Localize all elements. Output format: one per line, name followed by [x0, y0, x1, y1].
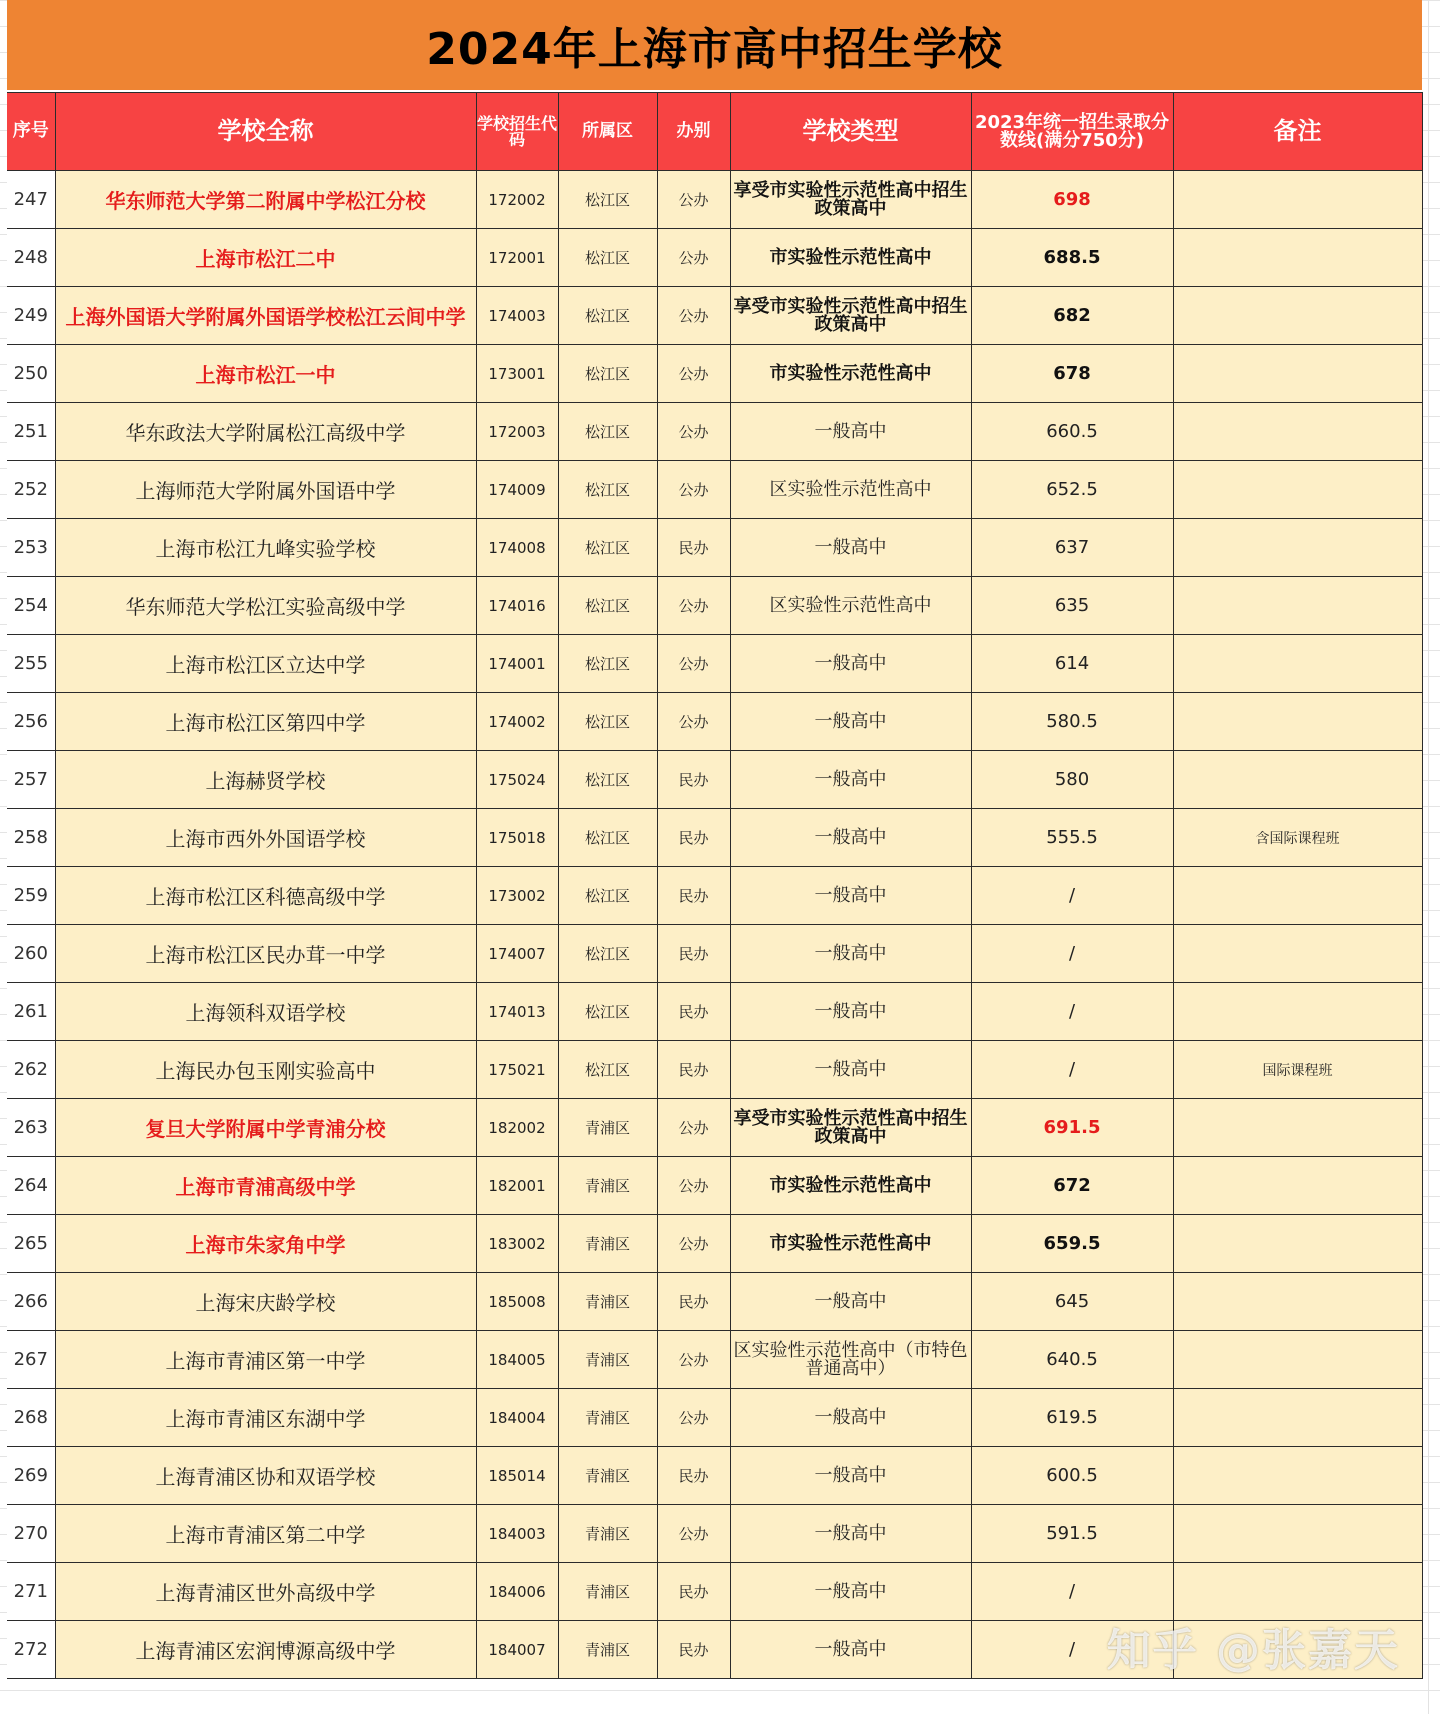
cell-seq[interactable]: 260 [7, 925, 55, 983]
cell-ownership[interactable]: 公办 [657, 403, 730, 461]
header-school-type[interactable]: 学校类型 [730, 93, 971, 171]
table-row [7, 751, 1422, 809]
cell-school-name[interactable]: 上海市青浦高级中学 [55, 1157, 476, 1215]
cell-note[interactable] [1173, 1099, 1422, 1157]
cell-district[interactable]: 青浦区 [558, 1563, 657, 1621]
cell-score[interactable]: 678 [971, 345, 1173, 403]
cell-score[interactable]: / [971, 1041, 1173, 1099]
table-row [7, 1331, 1422, 1389]
cell-note[interactable] [1173, 403, 1422, 461]
cell-note[interactable] [1173, 287, 1422, 345]
table-row [7, 1273, 1422, 1331]
cell-score[interactable]: 591.5 [971, 1505, 1173, 1563]
cell-ownership[interactable]: 民办 [657, 1563, 730, 1621]
cell-district[interactable]: 松江区 [558, 345, 657, 403]
table-row [7, 1563, 1422, 1621]
cell-code[interactable]: 175021 [476, 1041, 558, 1099]
cell-ownership[interactable]: 公办 [657, 1099, 730, 1157]
cell-school-type[interactable]: 一般高中 [730, 809, 971, 867]
school-table [7, 92, 1423, 1679]
cell-score[interactable]: 682 [971, 287, 1173, 345]
table-row [7, 635, 1422, 693]
cell-school-name[interactable]: 上海市松江区民办茸一中学 [55, 925, 476, 983]
cell-code[interactable]: 174007 [476, 925, 558, 983]
cell-ownership[interactable]: 公办 [657, 635, 730, 693]
cell-school-type[interactable]: 区实验性示范性高中 [730, 461, 971, 519]
table-row [7, 1157, 1422, 1215]
cell-code[interactable]: 173002 [476, 867, 558, 925]
cell-district[interactable]: 松江区 [558, 867, 657, 925]
cell-district[interactable]: 松江区 [558, 635, 657, 693]
header-note[interactable]: 备注 [1173, 93, 1422, 171]
cell-seq[interactable]: 248 [7, 229, 55, 287]
cell-school-type[interactable]: 市实验性示范性高中 [730, 1215, 971, 1273]
cell-score[interactable]: 660.5 [971, 403, 1173, 461]
cell-district[interactable]: 松江区 [558, 925, 657, 983]
cell-note[interactable] [1173, 983, 1422, 1041]
cell-code[interactable]: 174013 [476, 983, 558, 1041]
cell-score[interactable]: / [971, 925, 1173, 983]
cell-school-name[interactable]: 上海青浦区协和双语学校 [55, 1447, 476, 1505]
cell-note[interactable] [1173, 1273, 1422, 1331]
cell-seq[interactable]: 255 [7, 635, 55, 693]
cell-score[interactable]: / [971, 1621, 1173, 1679]
cell-school-type[interactable]: 一般高中 [730, 1041, 971, 1099]
cell-school-name[interactable]: 上海市松江区科德高级中学 [55, 867, 476, 925]
cell-district[interactable]: 青浦区 [558, 1157, 657, 1215]
cell-score[interactable]: / [971, 867, 1173, 925]
cell-district[interactable]: 青浦区 [558, 1099, 657, 1157]
table-row [7, 287, 1422, 345]
cell-score[interactable]: 635 [971, 577, 1173, 635]
cell-school-type[interactable]: 市实验性示范性高中 [730, 1157, 971, 1215]
table-row [7, 983, 1422, 1041]
cell-code[interactable]: 174001 [476, 635, 558, 693]
cell-ownership[interactable]: 民办 [657, 867, 730, 925]
cell-seq[interactable]: 253 [7, 519, 55, 577]
cell-seq[interactable]: 249 [7, 287, 55, 345]
cell-district[interactable]: 青浦区 [558, 1331, 657, 1389]
cell-district[interactable]: 青浦区 [558, 1621, 657, 1679]
cell-school-type[interactable]: 一般高中 [730, 1447, 971, 1505]
table-row [7, 403, 1422, 461]
cell-school-name[interactable]: 上海宋庆龄学校 [55, 1273, 476, 1331]
cell-district[interactable]: 松江区 [558, 1041, 657, 1099]
cell-school-name[interactable]: 上海市松江二中 [55, 229, 476, 287]
cell-code[interactable]: 182002 [476, 1099, 558, 1157]
table-row [7, 1041, 1422, 1099]
cell-ownership[interactable]: 公办 [657, 287, 730, 345]
cell-seq[interactable]: 257 [7, 751, 55, 809]
cell-code[interactable]: 173001 [476, 345, 558, 403]
cell-seq[interactable]: 247 [7, 171, 55, 229]
cell-seq[interactable]: 269 [7, 1447, 55, 1505]
cell-code[interactable]: 174003 [476, 287, 558, 345]
cell-note[interactable] [1173, 1331, 1422, 1389]
cell-seq[interactable]: 267 [7, 1331, 55, 1389]
cell-school-type[interactable]: 区实验性示范性高中（市特色普通高中） [730, 1331, 971, 1389]
table-row [7, 867, 1422, 925]
cell-school-name[interactable]: 上海市松江区立达中学 [55, 635, 476, 693]
cell-seq[interactable]: 252 [7, 461, 55, 519]
cell-district[interactable]: 松江区 [558, 809, 657, 867]
cell-school-name[interactable]: 上海市西外外国语学校 [55, 809, 476, 867]
cell-school-type[interactable]: 一般高中 [730, 867, 971, 925]
cell-seq[interactable]: 272 [7, 1621, 55, 1679]
header-code[interactable]: 学校招生代码 [476, 93, 558, 171]
cell-ownership[interactable]: 民办 [657, 925, 730, 983]
cell-ownership[interactable]: 公办 [657, 229, 730, 287]
cell-seq[interactable]: 270 [7, 1505, 55, 1563]
cell-code[interactable]: 174009 [476, 461, 558, 519]
cell-school-type[interactable]: 享受市实验性示范性高中招生政策高中 [730, 1099, 971, 1157]
cell-district[interactable]: 松江区 [558, 983, 657, 1041]
cell-score[interactable]: 640.5 [971, 1331, 1173, 1389]
cell-school-name[interactable]: 上海青浦区宏润博源高级中学 [55, 1621, 476, 1679]
cell-ownership[interactable]: 民办 [657, 809, 730, 867]
table-row [7, 925, 1422, 983]
cell-school-name[interactable]: 华东政法大学附属松江高级中学 [55, 403, 476, 461]
table-row [7, 171, 1422, 229]
cell-school-type[interactable]: 市实验性示范性高中 [730, 229, 971, 287]
cell-seq[interactable]: 251 [7, 403, 55, 461]
cell-score[interactable]: 688.5 [971, 229, 1173, 287]
cell-district[interactable]: 松江区 [558, 577, 657, 635]
cell-code[interactable]: 184005 [476, 1331, 558, 1389]
cell-score[interactable]: 698 [971, 171, 1173, 229]
cell-note[interactable] [1173, 577, 1422, 635]
cell-code[interactable]: 175018 [476, 809, 558, 867]
cell-ownership[interactable]: 民办 [657, 1273, 730, 1331]
cell-school-name[interactable]: 上海领科双语学校 [55, 983, 476, 1041]
cell-school-name[interactable]: 上海外国语大学附属外国语学校松江云间中学 [55, 287, 476, 345]
cell-seq[interactable]: 261 [7, 983, 55, 1041]
cell-note[interactable] [1173, 1157, 1422, 1215]
cell-seq[interactable]: 259 [7, 867, 55, 925]
header-seq[interactable]: 序号 [7, 93, 55, 171]
cell-school-type[interactable]: 一般高中 [730, 1389, 971, 1447]
cell-code[interactable]: 172002 [476, 171, 558, 229]
cell-code[interactable]: 182001 [476, 1157, 558, 1215]
header-name[interactable]: 学校全称 [55, 93, 476, 171]
cell-seq[interactable]: 265 [7, 1215, 55, 1273]
table-row [7, 577, 1422, 635]
cell-score[interactable]: 555.5 [971, 809, 1173, 867]
cell-school-type[interactable]: 市实验性示范性高中 [730, 345, 971, 403]
cell-school-type[interactable]: 一般高中 [730, 925, 971, 983]
cell-seq[interactable]: 256 [7, 693, 55, 751]
cell-code[interactable]: 185014 [476, 1447, 558, 1505]
cell-ownership[interactable]: 民办 [657, 1621, 730, 1679]
cell-seq[interactable]: 268 [7, 1389, 55, 1447]
cell-ownership[interactable]: 公办 [657, 345, 730, 403]
cell-school-name[interactable]: 上海市松江区第四中学 [55, 693, 476, 751]
cell-school-type[interactable]: 一般高中 [730, 751, 971, 809]
cell-score[interactable]: 614 [971, 635, 1173, 693]
cell-score[interactable]: 600.5 [971, 1447, 1173, 1505]
cell-district[interactable]: 青浦区 [558, 1447, 657, 1505]
cell-ownership[interactable]: 民办 [657, 1447, 730, 1505]
cell-seq[interactable]: 264 [7, 1157, 55, 1215]
cell-ownership[interactable]: 民办 [657, 1041, 730, 1099]
cell-district[interactable]: 青浦区 [558, 1389, 657, 1447]
cell-school-name[interactable]: 华东师范大学松江实验高级中学 [55, 577, 476, 635]
cell-school-name[interactable]: 华东师范大学第二附属中学松江分校 [55, 171, 476, 229]
cell-note[interactable] [1173, 1389, 1422, 1447]
table-row [7, 693, 1422, 751]
cell-district[interactable]: 松江区 [558, 229, 657, 287]
cell-district[interactable]: 松江区 [558, 171, 657, 229]
cell-ownership[interactable]: 民办 [657, 519, 730, 577]
cell-ownership[interactable]: 公办 [657, 577, 730, 635]
cell-school-type[interactable]: 一般高中 [730, 1505, 971, 1563]
cell-school-type[interactable]: 区实验性示范性高中 [730, 577, 971, 635]
header-row [7, 93, 1422, 171]
cell-code[interactable]: 184003 [476, 1505, 558, 1563]
cell-code[interactable]: 172001 [476, 229, 558, 287]
cell-score[interactable]: 619.5 [971, 1389, 1173, 1447]
header-type[interactable]: 办别 [657, 93, 730, 171]
cell-ownership[interactable]: 公办 [657, 1215, 730, 1273]
cell-code[interactable]: 184004 [476, 1389, 558, 1447]
cell-score[interactable]: 580 [971, 751, 1173, 809]
cell-note[interactable] [1173, 635, 1422, 693]
header-district[interactable]: 所属区 [558, 93, 657, 171]
table-row [7, 229, 1422, 287]
cell-note[interactable] [1173, 229, 1422, 287]
cell-ownership[interactable]: 公办 [657, 1157, 730, 1215]
cell-school-name[interactable]: 上海市青浦区第一中学 [55, 1331, 476, 1389]
cell-note[interactable] [1173, 1215, 1422, 1273]
cell-school-type[interactable]: 一般高中 [730, 1273, 971, 1331]
cell-note[interactable] [1173, 461, 1422, 519]
cell-district[interactable]: 青浦区 [558, 1215, 657, 1273]
cell-score[interactable]: / [971, 983, 1173, 1041]
cell-score[interactable]: 645 [971, 1273, 1173, 1331]
cell-score[interactable]: 637 [971, 519, 1173, 577]
cell-seq[interactable]: 258 [7, 809, 55, 867]
cell-seq[interactable]: 254 [7, 577, 55, 635]
cell-school-name[interactable]: 上海青浦区世外高级中学 [55, 1563, 476, 1621]
cell-district[interactable]: 松江区 [558, 461, 657, 519]
cell-school-type[interactable]: 一般高中 [730, 635, 971, 693]
cell-code[interactable]: 175024 [476, 751, 558, 809]
cell-score[interactable]: 652.5 [971, 461, 1173, 519]
cell-score[interactable]: 659.5 [971, 1215, 1173, 1273]
cell-score[interactable]: 580.5 [971, 693, 1173, 751]
cell-note[interactable] [1173, 1563, 1422, 1621]
cell-district[interactable]: 松江区 [558, 751, 657, 809]
cell-code[interactable]: 172003 [476, 403, 558, 461]
cell-ownership[interactable]: 民办 [657, 983, 730, 1041]
cell-note[interactable] [1173, 1505, 1422, 1563]
cell-note[interactable]: 含国际课程班 [1173, 809, 1422, 867]
cell-ownership[interactable]: 公办 [657, 1389, 730, 1447]
cell-score[interactable]: / [971, 1563, 1173, 1621]
cell-school-name[interactable]: 上海市朱家角中学 [55, 1215, 476, 1273]
cell-note[interactable] [1173, 345, 1422, 403]
table-row [7, 809, 1422, 867]
sheet-grid-line [1428, 0, 1429, 1714]
cell-seq[interactable]: 250 [7, 345, 55, 403]
cell-ownership[interactable]: 公办 [657, 461, 730, 519]
cell-seq[interactable]: 263 [7, 1099, 55, 1157]
cell-school-name[interactable]: 复旦大学附属中学青浦分校 [55, 1099, 476, 1157]
table-row [7, 345, 1422, 403]
header-score[interactable]: 2023年统一招生录取分数线(满分750分) [971, 93, 1173, 171]
cell-school-name[interactable]: 上海市松江一中 [55, 345, 476, 403]
cell-code[interactable]: 184006 [476, 1563, 558, 1621]
cell-note[interactable] [1173, 867, 1422, 925]
cell-note[interactable] [1173, 519, 1422, 577]
cell-school-type[interactable]: 一般高中 [730, 403, 971, 461]
cell-note[interactable] [1173, 925, 1422, 983]
table-row [7, 1215, 1422, 1273]
cell-score[interactable]: 672 [971, 1157, 1173, 1215]
table-row [7, 461, 1422, 519]
cell-ownership[interactable]: 公办 [657, 1331, 730, 1389]
cell-school-type[interactable]: 一般高中 [730, 519, 971, 577]
cell-school-name[interactable]: 上海市青浦区东湖中学 [55, 1389, 476, 1447]
sheet-title: 2024年上海市高中招生学校 [7, 0, 1422, 90]
cell-note[interactable]: 国际课程班 [1173, 1041, 1422, 1099]
cell-note[interactable] [1173, 171, 1422, 229]
cell-school-type[interactable]: 一般高中 [730, 1563, 971, 1621]
cell-district[interactable]: 松江区 [558, 519, 657, 577]
cell-code[interactable]: 185008 [476, 1273, 558, 1331]
cell-seq[interactable]: 262 [7, 1041, 55, 1099]
cell-school-name[interactable]: 上海赫贤学校 [55, 751, 476, 809]
cell-code[interactable]: 184007 [476, 1621, 558, 1679]
cell-note[interactable] [1173, 751, 1422, 809]
cell-district[interactable]: 青浦区 [558, 1505, 657, 1563]
cell-code[interactable]: 174016 [476, 577, 558, 635]
cell-code[interactable]: 174008 [476, 519, 558, 577]
cell-school-name[interactable]: 上海市松江九峰实验学校 [55, 519, 476, 577]
cell-school-type[interactable]: 享受市实验性示范性高中招生政策高中 [730, 171, 971, 229]
cell-school-type[interactable]: 一般高中 [730, 1621, 971, 1679]
table-row [7, 1447, 1422, 1505]
cell-ownership[interactable]: 公办 [657, 171, 730, 229]
cell-school-type[interactable]: 一般高中 [730, 983, 971, 1041]
cell-score[interactable]: 691.5 [971, 1099, 1173, 1157]
cell-code[interactable]: 174002 [476, 693, 558, 751]
cell-school-type[interactable]: 一般高中 [730, 693, 971, 751]
table-row [7, 1389, 1422, 1447]
cell-district[interactable]: 松江区 [558, 403, 657, 461]
cell-school-name[interactable]: 上海师范大学附属外国语中学 [55, 461, 476, 519]
cell-seq[interactable]: 266 [7, 1273, 55, 1331]
cell-district[interactable]: 松江区 [558, 693, 657, 751]
cell-school-name[interactable]: 上海市青浦区第二中学 [55, 1505, 476, 1563]
cell-ownership[interactable]: 公办 [657, 693, 730, 751]
cell-school-name[interactable]: 上海民办包玉刚实验高中 [55, 1041, 476, 1099]
cell-note[interactable] [1173, 693, 1422, 751]
table-row [7, 519, 1422, 577]
cell-code[interactable]: 183002 [476, 1215, 558, 1273]
cell-school-type[interactable]: 享受市实验性示范性高中招生政策高中 [730, 287, 971, 345]
cell-seq[interactable]: 271 [7, 1563, 55, 1621]
cell-district[interactable]: 松江区 [558, 287, 657, 345]
watermark: 知乎 @张嘉天 [1106, 1625, 1400, 1676]
cell-ownership[interactable]: 公办 [657, 1505, 730, 1563]
cell-district[interactable]: 青浦区 [558, 1273, 657, 1331]
cell-ownership[interactable]: 民办 [657, 751, 730, 809]
table-row [7, 1505, 1422, 1563]
cell-note[interactable] [1173, 1447, 1422, 1505]
table-row [7, 1099, 1422, 1157]
